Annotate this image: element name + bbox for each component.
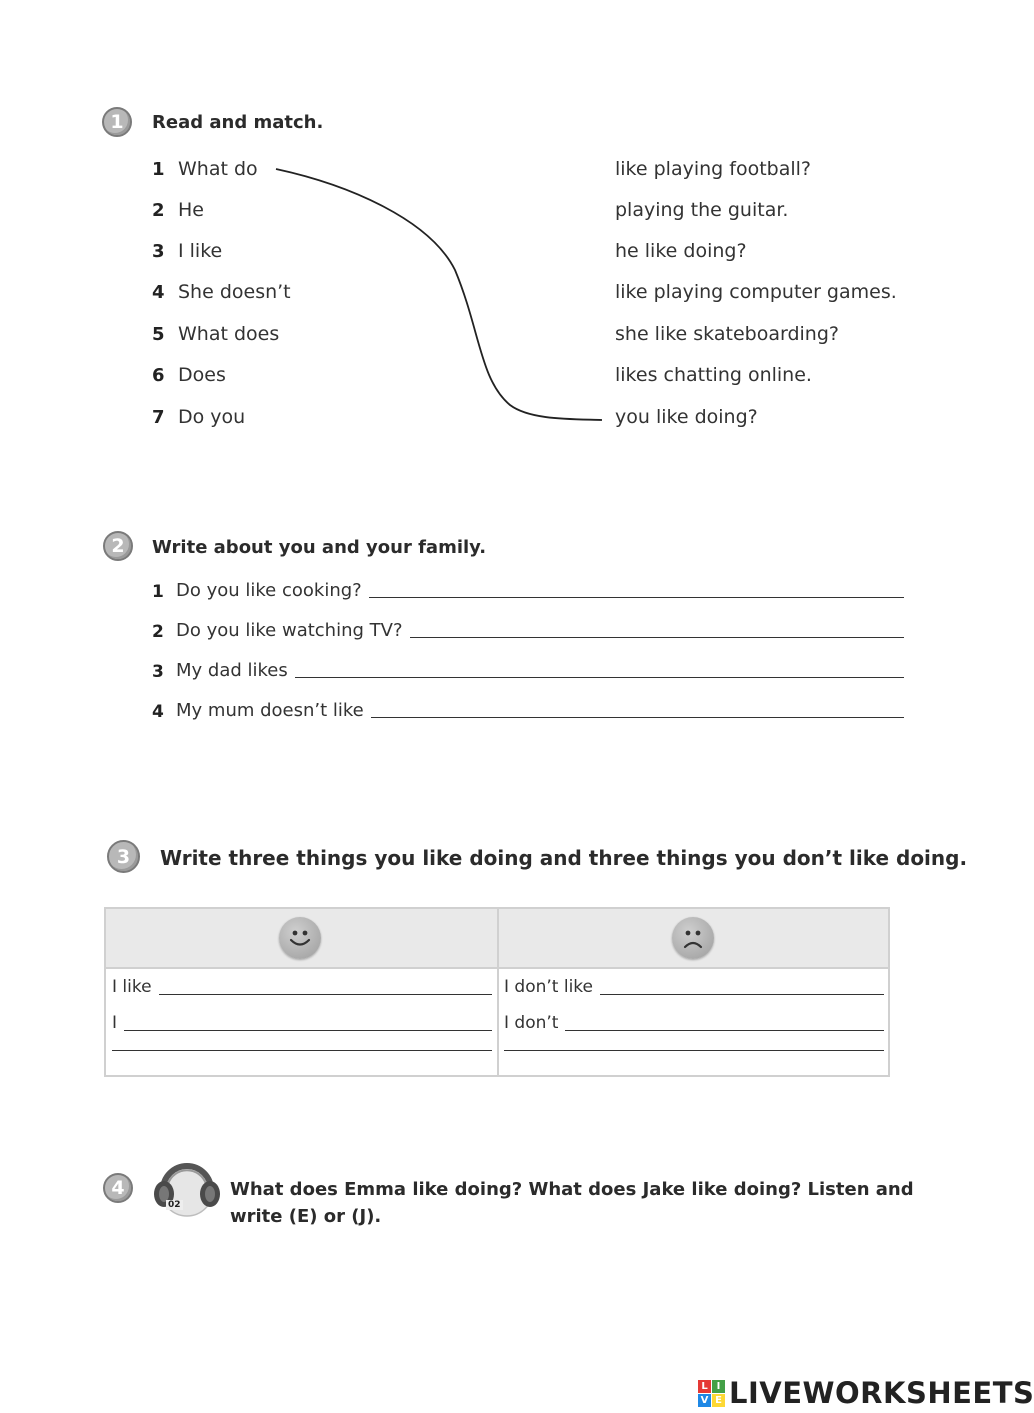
match-left-item[interactable]: Does	[178, 364, 226, 386]
logo-letter: V	[698, 1394, 711, 1407]
item-number: 7	[152, 407, 165, 428]
match-right-item[interactable]: likes chatting online.	[615, 364, 812, 386]
match-left-item[interactable]: She doesn’t	[178, 281, 291, 303]
table-row	[112, 977, 492, 997]
match-left-item[interactable]: Do you	[178, 406, 246, 428]
match-left-item[interactable]: I like	[178, 240, 223, 262]
section-4-heading-line-1: What does Emma like doing? What does Jake like doing? Listen and	[230, 1179, 914, 1200]
item-number: 5	[152, 324, 165, 345]
row-prompt: I	[112, 1013, 118, 1033]
question-text: Do you like watching TV?	[176, 620, 403, 641]
liveworksheets-logo-icon	[698, 1380, 725, 1407]
item-number: 2	[152, 200, 165, 221]
answer-line[interactable]	[124, 1029, 492, 1031]
match-right-item[interactable]: playing the guitar.	[615, 199, 789, 221]
answer-line[interactable]	[504, 1049, 884, 1051]
section-3-heading: Write three things you like doing and three things you don’t like doing.	[160, 846, 968, 870]
match-right-item[interactable]: you like doing?	[615, 406, 758, 428]
table-row	[504, 977, 884, 997]
brand-name: LIVEWORKSHEETS	[729, 1376, 1034, 1410]
row-prompt: I don’t like	[504, 977, 594, 997]
match-left-item[interactable]: What do	[178, 158, 258, 180]
table-row	[504, 1049, 884, 1053]
section-1-number-badge: 1	[102, 107, 132, 137]
item-number: 3	[152, 241, 165, 262]
table-row	[112, 1049, 492, 1053]
headphones-audio-icon[interactable]	[150, 1152, 224, 1222]
question-text: Do you like cooking?	[176, 580, 362, 601]
match-left-item[interactable]: He	[178, 199, 204, 221]
section-2-number-badge: 2	[103, 531, 133, 561]
logo-letter: I	[712, 1380, 725, 1393]
question-text: My mum doesn’t like	[176, 700, 364, 721]
section-4-heading-line-2: write (E) or (J).	[230, 1206, 382, 1227]
section-3-number-badge: 3	[107, 840, 140, 873]
happy-face-icon	[279, 917, 321, 959]
answer-line[interactable]	[112, 1049, 492, 1051]
answer-line[interactable]	[369, 596, 904, 598]
item-number: 3	[152, 662, 164, 682]
logo-letter: L	[698, 1380, 711, 1393]
item-number: 1	[152, 582, 164, 602]
question-text: My dad likes	[176, 660, 288, 681]
answer-row	[176, 700, 904, 721]
item-number: 2	[152, 622, 164, 642]
item-number: 1	[152, 159, 165, 180]
answer-line[interactable]	[159, 993, 492, 995]
row-prompt: I don’t	[504, 1013, 559, 1033]
column-divider	[497, 909, 499, 1075]
match-left-item[interactable]: What does	[178, 323, 280, 345]
item-number: 4	[152, 702, 164, 722]
table-row	[112, 1013, 492, 1033]
match-right-item[interactable]: like playing football?	[615, 158, 811, 180]
answer-row	[176, 660, 904, 681]
row-prompt: I like	[112, 977, 152, 997]
answer-line[interactable]	[371, 716, 904, 718]
item-number: 4	[152, 282, 165, 303]
likes-dislikes-table	[104, 907, 890, 1077]
answer-line[interactable]	[565, 1029, 884, 1031]
answer-line[interactable]	[410, 636, 904, 638]
answer-line[interactable]	[295, 676, 904, 678]
logo-letter: E	[712, 1394, 725, 1407]
section-2-heading: Write about you and your family.	[152, 537, 487, 558]
match-right-item[interactable]: he like doing?	[615, 240, 747, 262]
table-row	[504, 1013, 884, 1033]
answer-row	[176, 620, 904, 641]
match-right-item[interactable]: she like skateboarding?	[615, 323, 839, 345]
answer-row	[176, 580, 904, 601]
item-number: 6	[152, 365, 165, 386]
answer-line[interactable]	[600, 993, 884, 995]
section-1-heading: Read and match.	[152, 112, 324, 133]
liveworksheets-brand[interactable]	[698, 1376, 1034, 1410]
example-match-line	[0, 0, 1000, 500]
section-4-number-badge: 4	[103, 1173, 133, 1203]
track-number: 02	[168, 1200, 181, 1210]
sad-face-icon	[672, 917, 714, 959]
match-right-item[interactable]: like playing computer games.	[615, 281, 897, 303]
